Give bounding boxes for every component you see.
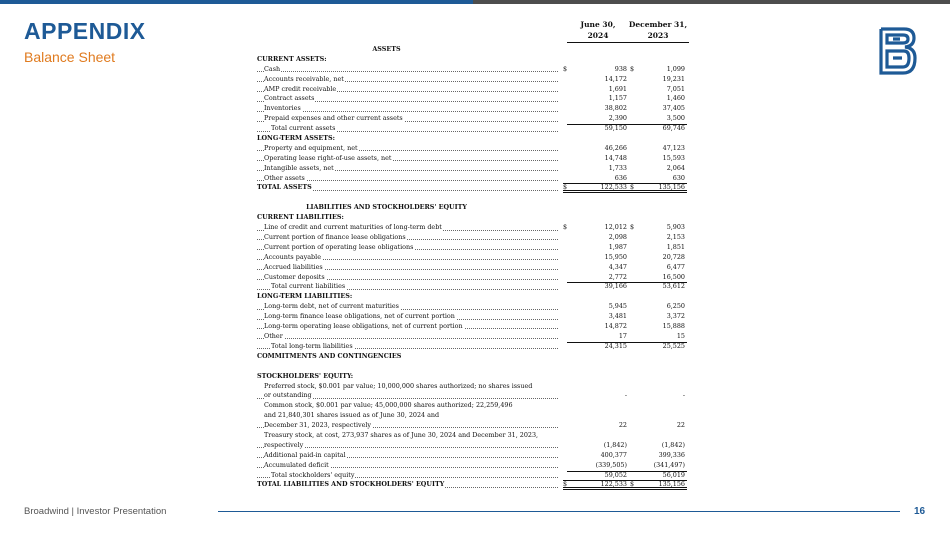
table-row (257, 114, 690, 124)
currency-symbol: $ (630, 183, 635, 192)
value-december-2023: 135,156 (635, 183, 685, 193)
column-header-rule (627, 42, 689, 43)
value-june-2024: 38,802 (604, 104, 627, 113)
row-label: Accounts payable (264, 252, 321, 261)
footer-label: Broadwind | Investor Presentation (24, 506, 167, 517)
footer-rule (218, 511, 900, 512)
table-row (257, 65, 690, 75)
row-label: Additional paid-in capital (264, 450, 346, 459)
value-june-2024: 24,315 (577, 342, 627, 352)
table-row (257, 183, 690, 193)
page-number: 16 (914, 506, 926, 517)
table-row (257, 253, 690, 263)
value-december-2023: 56,019 (635, 471, 685, 481)
row-label-cell (257, 114, 558, 124)
top-accent-bar-blue (0, 0, 473, 4)
table-row (257, 144, 690, 154)
value-december-2023: 37,405 (662, 104, 685, 113)
value-june-2024: 14,172 (604, 74, 627, 83)
value-june-2024: 1,691 (608, 84, 627, 93)
row-label: ASSETS (372, 45, 401, 53)
row-label: Operating lease right-of-use assets, net (264, 153, 392, 162)
currency-symbol: $ (630, 64, 635, 73)
row-label-cell (257, 391, 558, 401)
row-label-cell (257, 183, 558, 193)
row-label: Common stock, $0.001 par value; 45,000,000 shares authorized; 22,259,496 (264, 401, 513, 410)
row-label: Total stockholders' equity (271, 470, 355, 479)
value-december-2023: 15 (676, 331, 685, 340)
slide-title: APPENDIX (24, 18, 146, 44)
currency-symbol: $ (563, 64, 568, 73)
row-label-cell (257, 441, 558, 451)
value-june-2024: (1,842) (603, 440, 627, 449)
column-header-june-line2: 2024 (587, 31, 609, 40)
row-spacer (257, 193, 690, 203)
table-row (257, 411, 690, 421)
row-label: Current portion of operating lease obligations (264, 242, 414, 251)
value-june-2024: 12,012 (604, 223, 627, 232)
value-december-2023: 399,336 (658, 450, 685, 459)
top-accent-bar-gray (473, 0, 950, 4)
value-december-2023: 7,051 (666, 84, 685, 93)
row-label: CURRENT LIABILITIES: (257, 213, 344, 222)
row-label-cell (257, 372, 558, 382)
column-header-december-line2: 2023 (647, 31, 669, 40)
table-row (257, 352, 690, 362)
value-december-2023: 1,099 (666, 64, 685, 73)
row-label-cell (257, 451, 558, 461)
row-label: LONG-TERM ASSETS: (257, 134, 335, 143)
value-june-2024: 1,157 (608, 94, 627, 103)
table-row (257, 382, 690, 392)
table-row (257, 372, 690, 382)
table-row (257, 55, 690, 65)
table-row (257, 85, 690, 95)
row-label: STOCKHOLDERS' EQUITY: (257, 371, 354, 380)
value-december-2023: 5,903 (666, 223, 685, 232)
value-december-2023: 19,231 (662, 74, 685, 83)
column-header-december-line1: December 31, (628, 20, 688, 29)
row-label: or outstanding (264, 391, 312, 400)
currency-symbol: $ (563, 183, 568, 192)
row-label-cell (257, 174, 558, 184)
value-june-2024: 46,266 (604, 143, 627, 152)
row-label-cell (257, 203, 517, 213)
value-june-2024: 59,052 (577, 471, 627, 481)
table-row (257, 174, 690, 184)
row-label-cell (257, 75, 558, 85)
currency-symbol: $ (630, 480, 635, 489)
value-june-2024: (339,505) (595, 460, 627, 469)
row-label: Cash (264, 64, 281, 73)
row-label: Other assets (264, 173, 305, 182)
value-december-2023: 16,500 (662, 272, 685, 281)
row-label: AMP credit receivable (264, 84, 337, 93)
table-row (257, 45, 690, 55)
table-row (257, 154, 690, 164)
value-june-2024: 1,987 (608, 242, 627, 251)
value-june-2024: 2,772 (608, 272, 627, 281)
table-row (257, 292, 690, 302)
table-row (257, 332, 690, 342)
broadwind-logo-icon (878, 26, 918, 76)
row-label-cell (257, 253, 558, 263)
row-label-cell (257, 401, 558, 411)
row-label-cell (257, 480, 558, 490)
value-december-2023: 3,500 (666, 114, 685, 123)
value-june-2024: 14,748 (604, 153, 627, 162)
value-december-2023: 630 (672, 173, 685, 182)
row-label: Total current liabilities (271, 282, 346, 291)
table-row (257, 203, 690, 213)
value-june-2024: 938 (614, 64, 627, 73)
row-label: Total current assets (271, 124, 336, 133)
table-row (257, 391, 690, 401)
row-label: Long-term debt, net of current maturities (264, 302, 399, 311)
table-row (257, 233, 690, 243)
row-label: Treasury stock, at cost, 273,937 shares as of June 30, 2024 and December 31, 2023, (264, 430, 539, 439)
value-december-2023: 69,746 (635, 124, 685, 134)
row-label-cell (257, 263, 558, 273)
table-row (257, 322, 690, 332)
table-row (257, 134, 690, 144)
value-december-2023: (341,497) (653, 460, 685, 469)
value-december-2023: 3,372 (666, 312, 685, 321)
value-june-2024: 3,481 (608, 312, 627, 321)
value-december-2023: 2,153 (666, 233, 685, 242)
table-row (257, 75, 690, 85)
row-label: Total long-term liabilities (271, 341, 353, 350)
value-june-2024: 122,533 (577, 480, 627, 490)
table-row (257, 164, 690, 174)
column-header-december-2023 (623, 19, 693, 41)
row-label: Line of credit and current maturities of long-term debt (264, 223, 442, 232)
row-label: respectively (264, 440, 304, 449)
row-label-cell (257, 134, 558, 144)
value-june-2024: 122,533 (577, 183, 627, 193)
value-december-2023: 2,064 (666, 163, 685, 172)
value-december-2023: 6,477 (666, 262, 685, 271)
table-row (257, 263, 690, 273)
value-june-2024: 14,872 (604, 322, 627, 331)
row-label: Inventories (264, 104, 301, 113)
table-row (257, 312, 690, 322)
row-label: Accrued liabilities (264, 262, 323, 271)
row-label: LONG-TERM LIABILITIES: (257, 292, 353, 301)
value-june-2024: 2,098 (608, 233, 627, 242)
row-label: Long-term operating lease obligations, net of current portion (264, 322, 463, 331)
value-june-2024: 17 (618, 331, 627, 340)
balance-sheet-table (257, 45, 690, 490)
row-label-cell (257, 332, 558, 342)
row-spacer (257, 362, 690, 372)
row-label-cell (257, 233, 558, 243)
row-label: Customer deposits (264, 272, 325, 281)
table-row (257, 104, 690, 114)
row-label-cell (257, 431, 558, 441)
row-label: Accounts receivable, net (264, 74, 344, 83)
table-row (257, 273, 690, 283)
table-row (257, 421, 690, 431)
value-june-2024: 15,950 (604, 252, 627, 261)
row-label-cell (257, 461, 558, 471)
value-december-2023: 15,888 (662, 322, 685, 331)
row-label: COMMITMENTS AND CONTINGENCIES (257, 351, 402, 360)
value-june-2024: 400,377 (600, 450, 627, 459)
value-june-2024: 22 (618, 421, 627, 430)
currency-symbol: $ (563, 480, 568, 489)
row-label: Current portion of finance lease obligations (264, 233, 406, 242)
table-row (257, 342, 690, 352)
row-label-cell (257, 312, 558, 322)
row-label-cell (257, 213, 558, 223)
row-label-cell (257, 85, 558, 95)
value-december-2023: 135,156 (635, 480, 685, 490)
row-label-cell (257, 104, 558, 114)
table-row (257, 124, 690, 134)
table-row (257, 441, 690, 451)
table-row (257, 401, 690, 411)
row-label: LIABILITIES AND STOCKHOLDERS' EQUITY (306, 203, 467, 212)
row-label-cell (257, 411, 558, 421)
value-june-2024: 2,390 (608, 114, 627, 123)
value-december-2023: 1,460 (666, 94, 685, 103)
row-label-cell (257, 292, 558, 302)
row-label-cell (257, 144, 558, 154)
currency-symbol: $ (563, 223, 568, 232)
value-june-2024: 1,733 (608, 163, 627, 172)
value-december-2023: 53,612 (635, 282, 685, 292)
column-header-june-line1: June 30, (580, 20, 616, 29)
row-label: TOTAL LIABILITIES AND STOCKHOLDERS' EQUITY (257, 480, 445, 489)
row-label-cell (257, 273, 558, 283)
row-label-cell (257, 65, 558, 75)
row-label-cell (257, 352, 558, 362)
row-label: Contract assets (264, 94, 315, 103)
value-december-2023: 6,250 (666, 302, 685, 311)
value-june-2024: 636 (614, 173, 627, 182)
row-label-cell (257, 302, 558, 312)
table-row (257, 282, 690, 292)
value-june-2024: 39,166 (577, 282, 627, 292)
value-december-2023: (1,842) (661, 440, 685, 449)
row-label: Intangible assets, net (264, 163, 334, 172)
value-december-2023: - (682, 391, 685, 400)
row-label-cell (257, 342, 558, 352)
row-label-cell (257, 154, 558, 164)
row-label: CURRENT ASSETS: (257, 54, 327, 63)
table-row (257, 431, 690, 441)
row-label-cell (257, 164, 558, 174)
row-label-cell (257, 94, 558, 104)
table-row (257, 302, 690, 312)
table-row (257, 213, 690, 223)
value-december-2023: 22 (676, 421, 685, 430)
row-label: Long-term finance lease obligations, net of current portion (264, 312, 455, 321)
row-label-cell (257, 223, 558, 233)
table-row (257, 243, 690, 253)
column-header-rule (567, 42, 629, 43)
row-label: December 31, 2023, respectively (264, 421, 372, 430)
row-label-cell (257, 421, 558, 431)
value-december-2023: 47,123 (662, 143, 685, 152)
row-label-cell (257, 282, 558, 292)
row-label: TOTAL ASSETS (257, 183, 312, 192)
row-label: Accumulated deficit (264, 460, 329, 469)
row-label: Prepaid expenses and other current assets (264, 114, 403, 123)
value-june-2024: 5,945 (608, 302, 627, 311)
value-december-2023: 25,525 (635, 342, 685, 352)
row-label-cell (257, 471, 558, 481)
row-label: Property and equipment, net (264, 143, 358, 152)
value-december-2023: 15,593 (662, 153, 685, 162)
row-label-cell (257, 382, 558, 392)
slide-subtitle: Balance Sheet (24, 49, 116, 65)
row-label: Preferred stock, $0.001 par value; 10,000,000 shares authorized; no shares issued (264, 381, 533, 390)
value-june-2024: - (624, 391, 627, 400)
row-label-cell (257, 322, 558, 332)
table-row (257, 94, 690, 104)
value-june-2024: 59,150 (577, 124, 627, 134)
row-label: Other (264, 331, 283, 340)
row-label-cell (257, 124, 558, 134)
value-december-2023: 1,851 (666, 242, 685, 251)
row-label-cell (257, 45, 517, 55)
currency-symbol: $ (630, 223, 635, 232)
value-december-2023: 20,728 (662, 252, 685, 261)
table-row (257, 451, 690, 461)
table-row (257, 480, 690, 490)
value-june-2024: 4,347 (608, 262, 627, 271)
table-row (257, 471, 690, 481)
row-label: and 21,840,301 shares issued as of June 30, 2024 and (264, 411, 440, 420)
table-row (257, 461, 690, 471)
row-label-cell (257, 243, 558, 253)
table-row (257, 223, 690, 233)
row-label-cell (257, 55, 558, 65)
